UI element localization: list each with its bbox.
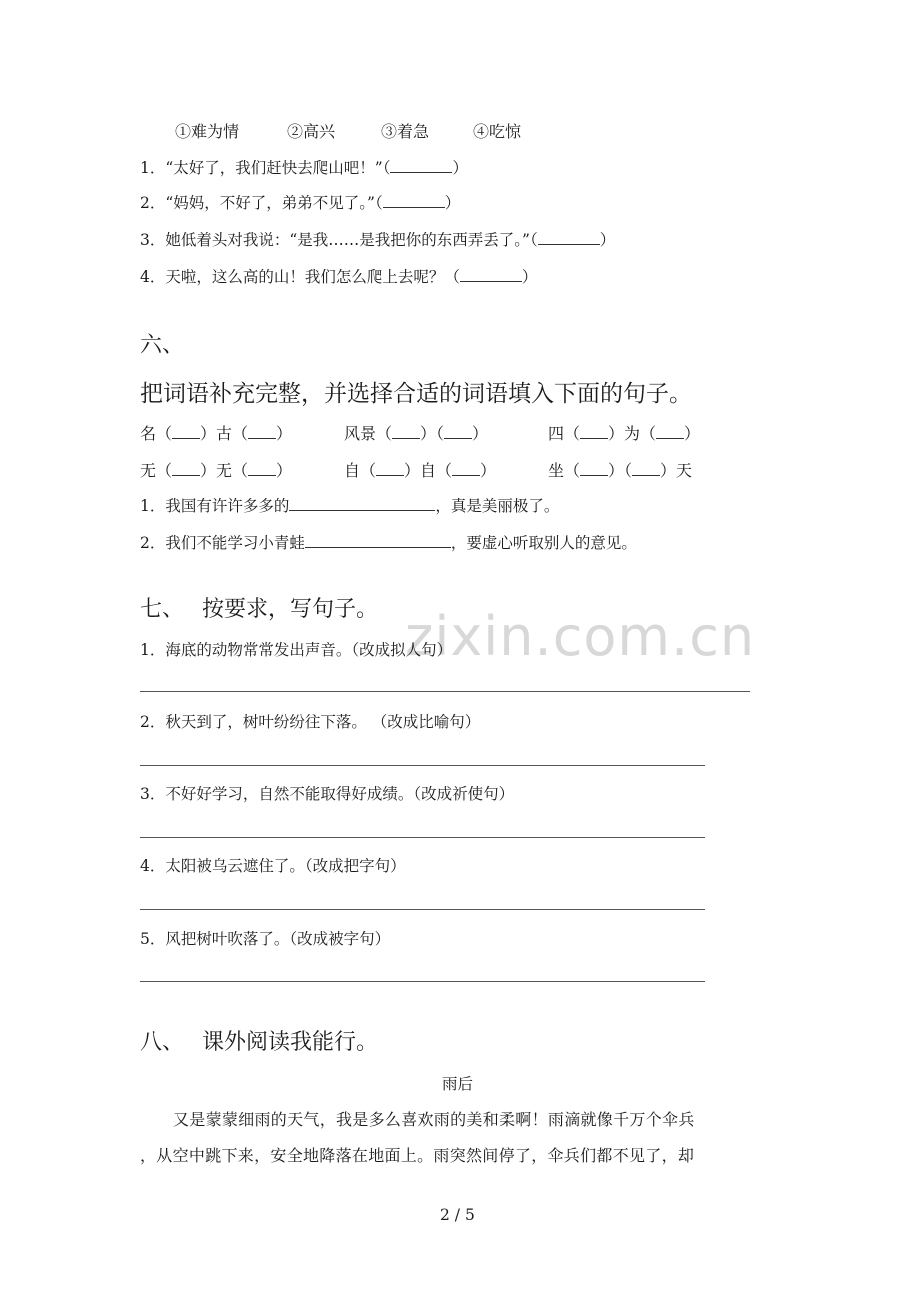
answer-line-3[interactable]: [140, 837, 705, 838]
section-7-heading: 七、 按要求，写句子。: [140, 597, 379, 622]
option-2: ②高兴: [287, 122, 336, 141]
story-paragraph-line-2: ，从空中跳下来，安全地降落在地面上。雨突然间停了，伞兵们都不见了，却: [140, 1146, 695, 1165]
answer-line-4[interactable]: [140, 909, 705, 910]
word-row-1c: 四（ ）为（ ）: [548, 424, 701, 443]
story-title: 雨后: [442, 1075, 474, 1093]
word-row-2b: 自（ ）自（ ）: [344, 461, 497, 480]
watermark: zixin.com.cn: [405, 605, 756, 668]
q5-item-2: 2．“妈妈，不好了，弟弟不见了。”（ ）: [140, 194, 461, 212]
rewrite-item-5: 5．风把树叶吹落了。（改成被字句）: [140, 930, 391, 948]
word-row-1b: 风景（ ）（ ）: [344, 424, 489, 443]
story-paragraph-line-1: 又是蒙蒙细雨的天气，我是多么喜欢雨的美和柔啊！雨滴就像千万个伞兵: [173, 1110, 695, 1129]
option-3: ③着急: [381, 122, 430, 141]
q5-item-3: 3．她低着头对我说：“是我……是我把你的东西弄丢了。”（ ）: [140, 231, 616, 249]
section-6-title: 把词语补充完整，并选择合适的词语填入下面的句子。: [140, 381, 692, 407]
section-6-heading: 六、: [140, 333, 185, 358]
answer-line-1[interactable]: [140, 691, 750, 692]
word-row-1: 名（ ）古（ ）: [140, 424, 293, 443]
rewrite-item-3: 3．不好好学习，自然不能取得好成绩。（改成祈使句）: [140, 785, 515, 803]
rewrite-item-2: 2．秋天到了，树叶纷纷往下落。 （改成比喻句）: [140, 713, 481, 731]
option-4: ④吃惊: [473, 122, 522, 141]
word-row-2: 无（ ）无（ ）: [140, 461, 293, 480]
option-1: ①难为情: [175, 122, 240, 141]
page-number: 2 / 5: [440, 1206, 475, 1224]
answer-line-5[interactable]: [140, 981, 705, 982]
answer-line-2[interactable]: [140, 765, 705, 766]
section-8-heading: 八、 课外阅读我能行。: [140, 1030, 379, 1055]
rewrite-item-1: 1．海底的动物常常发出声音。（改成拟人句）: [140, 641, 453, 659]
fill-sentence-2: 2．我们不能学习小青蛙 ，要虚心听取别人的意见。: [140, 534, 637, 552]
q5-item-1: 1．“太好了，我们赶快去爬山吧！”（ ）: [140, 159, 468, 177]
fill-sentence-1: 1．我国有许许多多的 ，真是美丽极了。: [140, 497, 560, 515]
word-row-2c: 坐（ ）（ ）天: [548, 461, 693, 480]
q5-item-4: 4．天啦，这么高的山！我们怎么爬上去呢？（ ）: [140, 268, 538, 286]
rewrite-item-4: 4．太阳被乌云遮住了。（改成把字句）: [140, 857, 406, 875]
